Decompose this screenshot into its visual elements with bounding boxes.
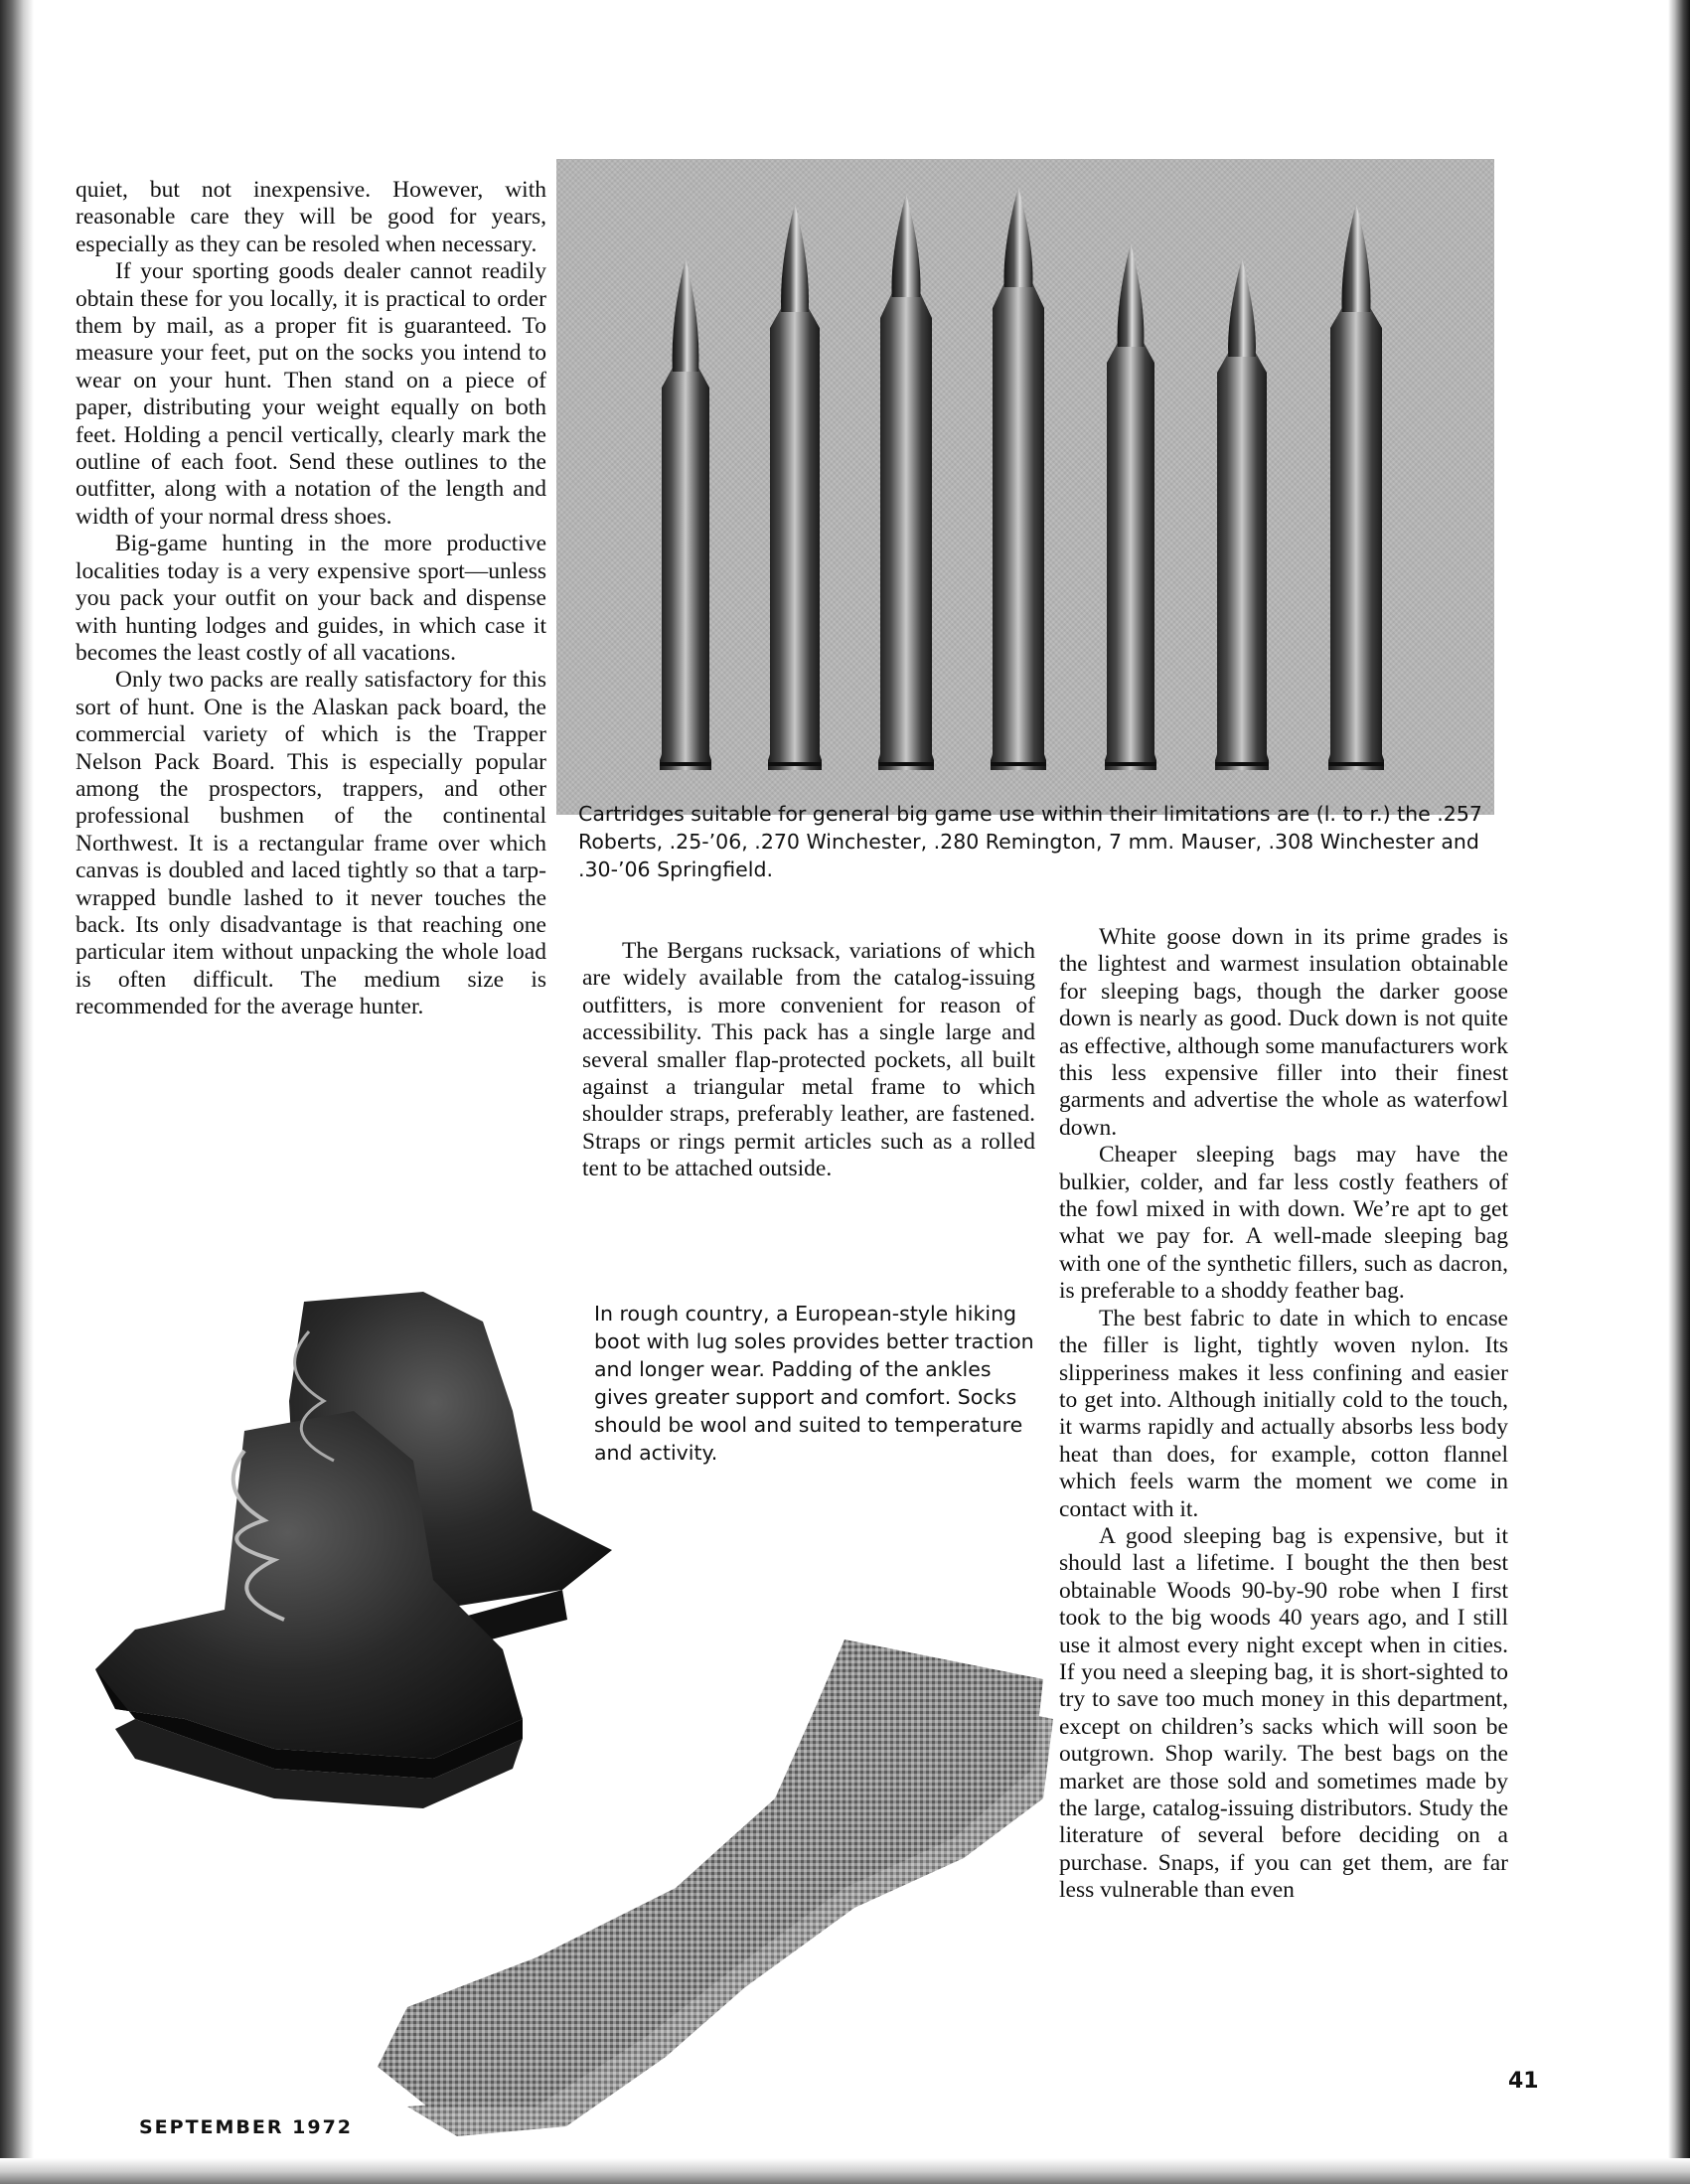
- wool-socks-image: [348, 1639, 1063, 2156]
- paragraph: The Bergans rucksack, variations of which are widely available from the catalog-issuing outfitters, is more convenient for reason of accessibility. This pack has a single large and several smaller flap-protected pockets, all built against a triangular metal frame to which shoulder straps, preferably leather, are fastened. Straps or rings permit articles such as a rolled tent to be attached outside.: [582, 938, 1035, 1182]
- cartridge: [1328, 204, 1384, 770]
- cartridge: [991, 187, 1046, 770]
- scan-edge-bottom: [0, 2158, 1690, 2184]
- paragraph: quiet, but not inexpensive. However, with reasonable care they will be good for years, especially as they can be resoled when necessary.: [76, 177, 546, 257]
- cartridge: [1215, 258, 1269, 770]
- scan-edge-right: [1668, 0, 1690, 2184]
- article-column-right: [1059, 924, 1508, 1905]
- paragraph: Big-game hunting in the more productive localities today is a very expensive sport—unless you pack your outfit on your back and dispense with hunting lodges and guides, in which case it becomes the least costly of all vacations.: [76, 531, 546, 666]
- article-column-left: [76, 177, 546, 1021]
- boots-caption: In rough country, a European-style hiking boot with lug soles provides better traction and longer wear. Padding of the ankles gives greater support and comfort. Socks should be wool and suited to temperature and activity.: [594, 1302, 1034, 1465]
- cartridge: [1105, 243, 1156, 770]
- paragraph: If your sporting goods dealer cannot readily obtain these for you locally, it is practical to order them by mail, as a proper fit is guaranteed. To measure your feet, put on the socks you intend to wear on your hunt. Then stand on a piece of paper, distributing your weight equally on both feet. Holding a pencil vertically, clearly mark the outline of each foot. Send these outlines to the outfitter, along with a notation of the length and width of your normal dress shoes.: [76, 258, 546, 530]
- paragraph: Only two packs are really satisfactory for this sort of hunt. One is the Alaskan pack board, the commercial variety of which is the Trapper Nelson Pack Board. This is especially popular among the prospectors, trappers, and other professional bushmen of the continental Northwest. It is a rectangular frame over which canvas is doubled and laced tightly so that a tarp-wrapped bundle lashed to it never touches the back. Its only disadvantage is that reaching one particular item without unpacking the whole load is often difficult. The medium size is recommended for the average hunter.: [76, 667, 546, 1020]
- article-column-middle: [582, 938, 1035, 1183]
- paragraph: The best fabric to date in which to encase the filler is light, tightly woven nylon. Its slipperiness makes it less confining and easier to get into. Although initially cold to the touch, it warms rapidly and actually absorbs less body heat than does, for example, cotton flannel which feels warm the moment we come in contact with it.: [1059, 1305, 1508, 1522]
- paragraph: Cheaper sleeping bags may have the bulkier, colder, and far less costly feathers of the fowl mixed in with down. We’re apt to get what we pay for. A well-made sleeping bag with one of the synthetic fillers, such as dacron, is preferable to a shoddy feather bag.: [1059, 1142, 1508, 1305]
- wool-socks-photo: [348, 1639, 1063, 2156]
- cartridge: [660, 258, 711, 770]
- paragraph: A good sleeping bag is expensive, but it should last a lifetime. I bought the then best obtainable Woods 90-by-90 robe when I first took to the big woods 40 years ago, and I still use it almost every night except when in cities. If you need a sleeping bag, it is short-sighted to try to save too much money in this department, except on children’s sacks which will soon be outgrown. Shop warily. The best bags on the market are those sold and sometimes made by the large, catalog-issuing distributors. Study the literature of several before deciding on a purchase. Snaps, if you can get them, are far less vulnerable than even: [1059, 1522, 1508, 1904]
- scan-edge-left: [0, 0, 34, 2184]
- page-number: 41: [1508, 2069, 1539, 2094]
- paragraph: White goose down in its prime grades is the lightest and warmest insulation obtainable for sleeping bags, though the darker goose down is nearly as good. Duck down is not quite as effective, although some manufacturers work this less expensive filler into their finest garments and advertise the whole as waterfowl down.: [1059, 924, 1508, 1141]
- cartridge: [768, 204, 822, 770]
- cartridge: [878, 194, 934, 770]
- cartridges-photo: [556, 159, 1494, 815]
- issue-date-footer: SEPTEMBER 1972: [139, 2116, 354, 2138]
- cartridges-caption: Cartridges suitable for general big game use within their limitations are (l. to r.) the .257 Roberts, .25-’06, .270 Winchester, .280 Remington, 7 mm. Mauser, .308 Winchester and .30-’06 Springfield.: [578, 802, 1482, 881]
- cartridges-image: [556, 159, 1494, 815]
